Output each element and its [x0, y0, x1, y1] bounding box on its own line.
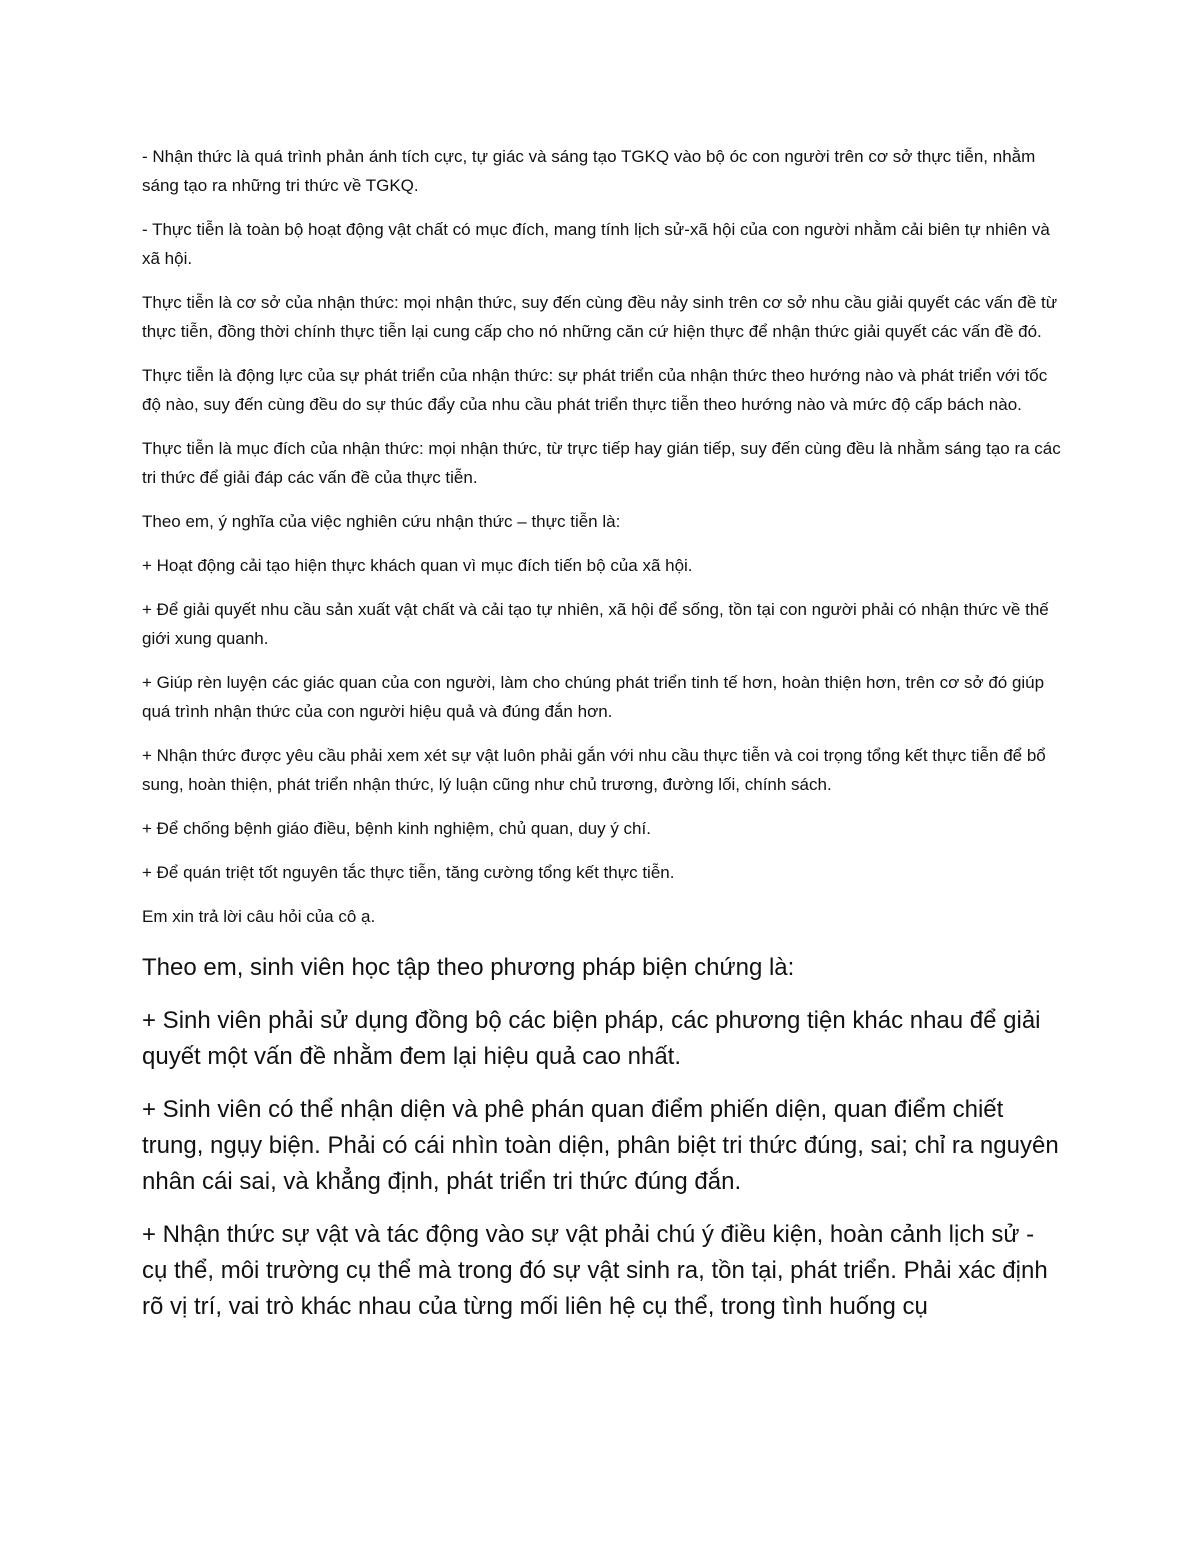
paragraph-definition-cognition: - Nhận thức là quá trình phản ánh tích cực, tự giác và sáng tạo TGKQ vào bộ óc con người trên cơ sở thực tiễn, nhằm sáng tạo ra những tri thức về TGKQ. [142, 147, 1036, 195]
paragraph-meaning-intro: Theo em, ý nghĩa của việc nghiên cứu nhận thức – thực tiễn là: [142, 512, 621, 531]
list-item-meaning: + Hoạt động cải tạo hiện thực khách quan vì mục đích tiến bộ của xã hội. [142, 556, 693, 575]
list-item-dialectics: + Sinh viên phải sử dụng đồng bộ các biện pháp, các phương tiện khác nhau để giải quyết một vấn đề nhằm đem lại hiệu quả cao nhất. [142, 1007, 1041, 1070]
list-item-dialectics: + Sinh viên có thể nhận diện và phê phán quan điểm phiến diện, quan điểm chiết trung, ngụy biện. Phải có cái nhìn toàn diện, phân biệt tri thức đúng, sai; chỉ ra nguyên nhân cái sai, và khẳng định, phát triển tri thức đúng đắn. [142, 1096, 1059, 1195]
list-item-meaning: + Để giải quyết nhu cầu sản xuất vật chất và cải tạo tự nhiên, xã hội để sống, tồn tại con người phải có nhận thức về thế giới xung quanh. [142, 600, 1049, 648]
document-body [142, 142, 1062, 1342]
paragraph-practice-purpose: Thực tiễn là mục đích của nhận thức: mọi nhận thức, từ trực tiếp hay gián tiếp, suy đến cùng đều là nhằm sáng tạo ra các tri thức để giải đáp các vấn đề của thực tiễn. [142, 439, 1061, 487]
paragraph-definition-practice: - Thực tiễn là toàn bộ hoạt động vật chất có mục đích, mang tính lịch sử-xã hội của con người nhằm cải biên tự nhiên và xã hội. [142, 220, 1050, 268]
list-item-meaning: + Để quán triệt tốt nguyên tắc thực tiễn, tăng cường tổng kết thực tiễn. [142, 863, 675, 882]
paragraph-practice-driver: Thực tiễn là động lực của sự phát triển của nhận thức: sự phát triển của nhận thức theo hướng nào và phát triển với tốc độ nào, suy đến cùng đều do sự thúc đẩy của nhu cầu phát triển thực tiễn theo hướng nào và mức độ cấp bách nào. [142, 366, 1048, 414]
paragraph-dialectics-intro: Theo em, sinh viên học tập theo phương pháp biện chứng là: [142, 954, 795, 981]
list-item-meaning: + Giúp rèn luyện các giác quan của con người, làm cho chúng phát triển tinh tế hơn, hoàn thiện hơn, trên cơ sở đó giúp quá trình nhận thức của con người hiệu quả và đúng đắn hơn. [142, 673, 1045, 721]
paragraph-closing: Em xin trả lời câu hỏi của cô ạ. [142, 907, 376, 926]
list-item-meaning: + Để chống bệnh giáo điều, bệnh kinh nghiệm, chủ quan, duy ý chí. [142, 819, 651, 838]
list-item-meaning: + Nhận thức được yêu cầu phải xem xét sự vật luôn phải gắn với nhu cầu thực tiễn và coi trọng tổng kết thực tiễn để bổ sung, hoàn thiện, phát triển nhận thức, lý luận cũng như chủ trương, đường lối, chính sách. [142, 746, 1046, 794]
paragraph-practice-basis: Thực tiễn là cơ sở của nhận thức: mọi nhận thức, suy đến cùng đều nảy sinh trên cơ sở nhu cầu giải quyết các vấn đề từ thực tiễn, đồng thời chính thực tiễn lại cung cấp cho nó những căn cứ hiện thực để nhận thức giải quyết các vấn đề đó. [142, 293, 1058, 341]
list-item-dialectics: + Nhận thức sự vật và tác động vào sự vật phải chú ý điều kiện, hoàn cảnh lịch sử - cụ thể, môi trường cụ thể mà trong đó sự vật sinh ra, tồn tại, phát triển. Phải xác định rõ vị trí, vai trò khác nhau của từng mối liên hệ cụ thể, trong tình huống cụ [142, 1221, 1048, 1320]
